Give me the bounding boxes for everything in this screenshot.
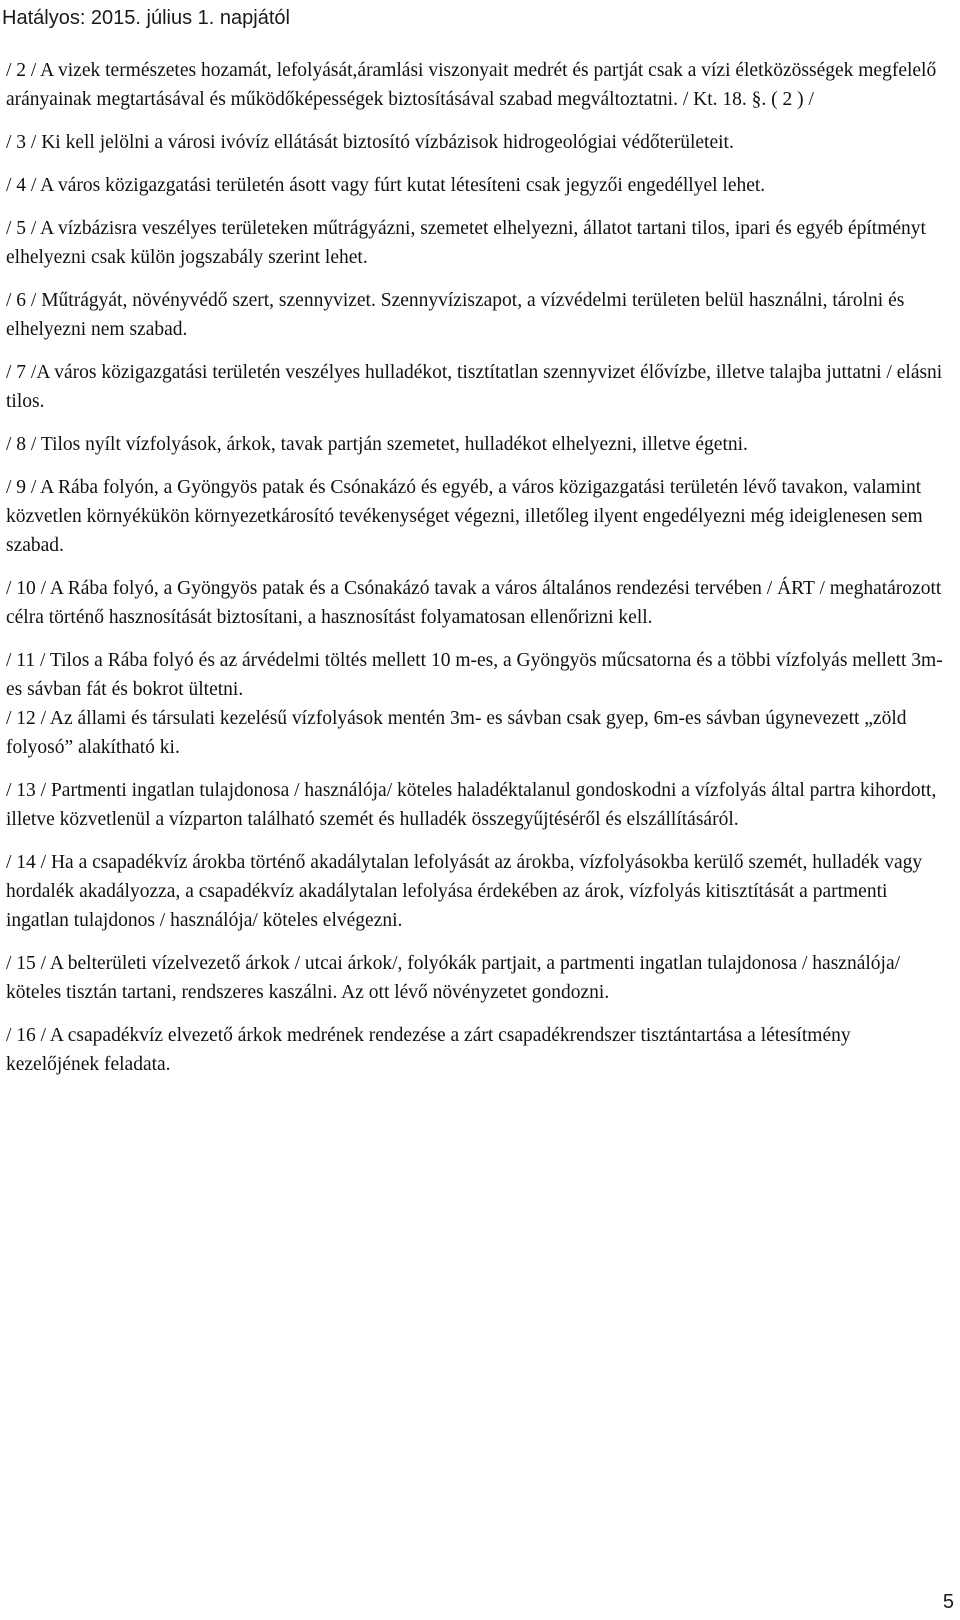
paragraph-7: / 7 /A város közigazgatási területén veszélyes hulladékot, tisztítatlan szennyvizet élővízbe, illetve talajba juttatni / elásni tilos. [6,362,943,412]
paragraph-13: / 13 / Partmenti ingatlan tulajdonosa / használója/ köteles haladéktalanul gondoskodni a vízfolyás által partra kihordott, illetve közvetlenül a vízparton található szemét és hulladék összegyűjtéséről és elszállításáról. [6,780,937,830]
document-body [6,56,946,1093]
paragraph-14: / 14 / Ha a csapadékvíz árokba történő akadálytalan lefolyását az árokba, vízfolyásokba kerülő szemét, hulladék vagy hordalék akadályozza, a csapadékvíz akadálytalan lefolyása érdekében az árok, vízfolyás kitisztítását a partmenti ingatlan tulajdonos / használója/ köteles elvégezni. [6,852,923,931]
paragraph-5: / 5 / A vízbázisra veszélyes területeken műtrágyázni, szemetet elhelyezni, állatot tartani tilos, ipari és egyéb építményt elhelyezni csak külön jogszabály szerint lehet. [6,218,926,268]
paragraph-3: / 3 / Ki kell jelölni a városi ivóvíz ellátását biztosító vízbázisok hidrogeológiai védőterületeit. [6,132,734,153]
paragraph-6: / 6 / Műtrágyát, növényvédő szert, szennyvizet. Szennyvíziszapot, a vízvédelmi területen belül használni, tárolni és elhelyezni nem szabad. [6,290,905,340]
effective-date-header: Hatályos: 2015. július 1. napjától [2,7,290,29]
paragraph-16: / 16 / A csapadékvíz elvezető árkok medrének rendezése a zárt csapadékrendszer tisztántartása a létesítmény kezelőjének feladata. [6,1025,851,1075]
paragraph-11: / 11 / Tilos a Rába folyó és az árvédelmi töltés mellett 10 m-es, a Gyöngyös műcsatorna és a többi vízfolyás mellett 3m-es sávban fát és bokrot ültetni. [6,650,943,700]
paragraph-9: / 9 / A Rába folyón, a Gyöngyös patak és Csónakázó és egyéb, a város közigazgatási területén lévő tavakon, valamint közvetlen környékükön környezetkárosító tevékenységet végezni, illetőleg ilyent engedélyezni még ideiglenesen sem szabad. [6,477,923,556]
page-number: 5 [942,1591,954,1613]
paragraph-10: / 10 / A Rába folyó, a Gyöngyös patak és a Csónakázó tavak a város általános rendezési tervében / ÁRT / meghatározott célra történő hasznosítását biztosítani, a hasznosítást folyamatosan ellenőrizni kell. [6,578,942,628]
paragraph-8: / 8 / Tilos nyílt vízfolyások, árkok, tavak partján szemetet, hulladékot elhelyezni, illetve égetni. [6,434,748,455]
paragraph-2: / 2 / A vizek természetes hozamát, lefolyását,áramlási viszonyait medrét és partját csak a vízi életközösségek megfelelő arányainak megtartásával és működőképességek biztosításával szabad megváltoztatni. / Kt. 18. §. ( 2 ) / [6,60,937,110]
paragraph-12: / 12 / Az állami és társulati kezelésű vízfolyások mentén 3m- es sávban csak gyep, 6m-es sávban úgynevezett „zöld folyosó” alakítható ki. [6,708,907,758]
paragraph-15: / 15 / A belterületi vízelvezető árkok / utcai árkok/, folyókák partjait, a partmenti ingatlan tulajdonosa / használója/ köteles tisztán tartani, rendszeres kaszálni. Az ott lévő növényzetet gondozni. [6,953,901,1003]
paragraph-4: / 4 / A város közigazgatási területén ásott vagy fúrt kutat létesíteni csak jegyzői engedéllyel lehet. [6,175,766,196]
